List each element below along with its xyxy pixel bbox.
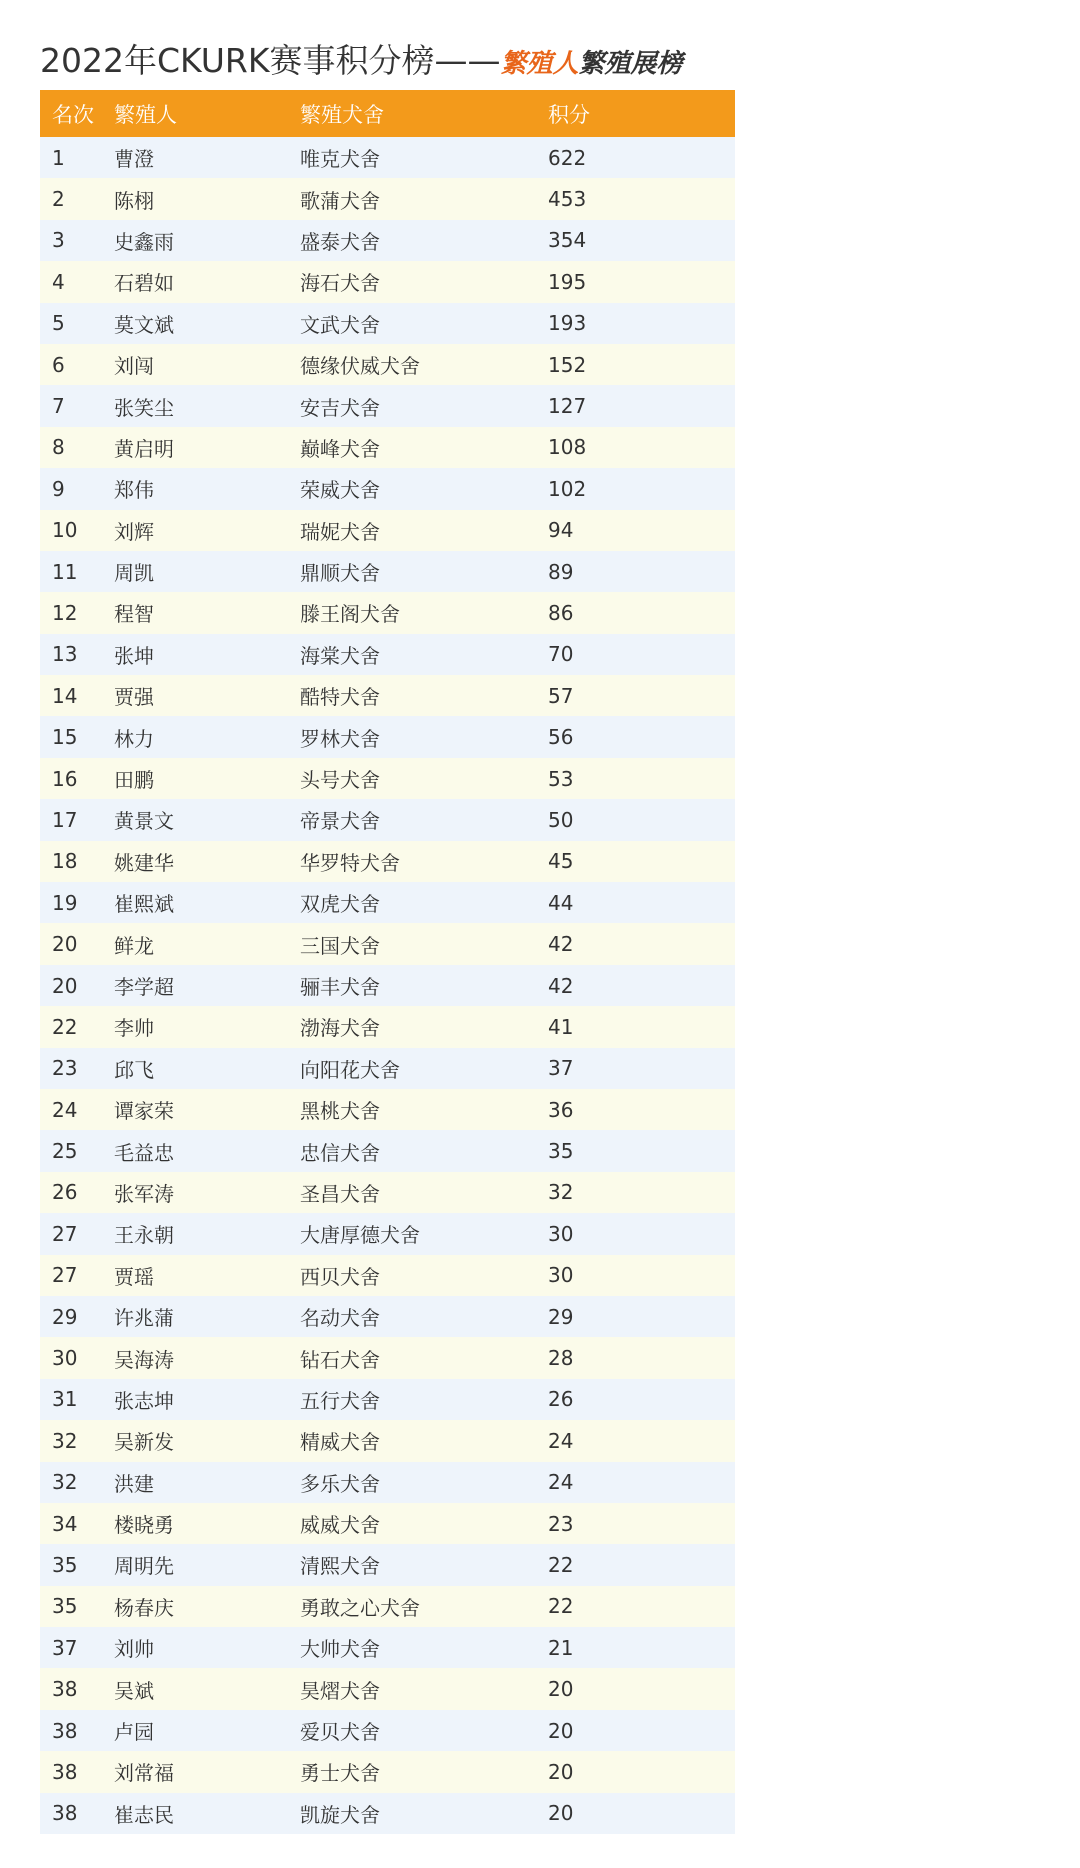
cell-breeder: 谭家荣 — [114, 1099, 174, 1124]
cell-breeder: 史鑫雨 — [114, 229, 174, 254]
cell-breeder: 程智 — [114, 602, 154, 627]
cell-breeder: 鲜龙 — [114, 933, 154, 958]
cell-rank: 38 — [52, 1759, 78, 1784]
cell-rank: 20 — [52, 932, 78, 957]
cell-breeder: 楼晓勇 — [114, 1513, 174, 1538]
cell-kennel: 骊丰犬舍 — [300, 975, 380, 999]
cell-kennel: 精威犬舍 — [300, 1430, 380, 1455]
cell-rank: 27 — [52, 1221, 78, 1246]
cell-breeder: 崔熙斌 — [114, 892, 174, 917]
cell-score: 20 — [548, 1718, 574, 1743]
cell-kennel: 凯旋犬舍 — [300, 1802, 380, 1827]
cell-breeder: 刘帅 — [114, 1637, 154, 1662]
cell-score: 56 — [548, 725, 574, 750]
table-row — [40, 1668, 735, 1709]
cell-breeder: 周明先 — [114, 1554, 174, 1579]
title-dash: —— — [434, 41, 501, 80]
cell-breeder: 张笑尘 — [114, 395, 174, 420]
cell-breeder: 黄启明 — [114, 436, 174, 461]
cell-kennel: 盛泰犬舍 — [300, 229, 380, 254]
table-row — [40, 841, 735, 882]
cell-rank: 14 — [52, 683, 78, 708]
cell-score: 26 — [548, 1387, 574, 1412]
cell-rank: 27 — [52, 1263, 78, 1288]
cell-rank: 10 — [52, 518, 78, 543]
cell-kennel: 帝景犬舍 — [300, 809, 380, 834]
cell-breeder: 黄景文 — [114, 809, 174, 834]
cell-breeder: 田鹏 — [114, 768, 154, 793]
cell-score: 37 — [548, 1056, 574, 1081]
cell-score: 24 — [548, 1470, 574, 1495]
cell-kennel: 多乐犬舍 — [300, 1471, 380, 1496]
cell-rank: 9 — [52, 476, 65, 501]
cell-rank: 35 — [52, 1552, 78, 1577]
table-row — [40, 1255, 735, 1296]
table-row — [40, 1627, 735, 1668]
cell-score: 32 — [548, 1180, 574, 1205]
cell-rank: 35 — [52, 1594, 78, 1619]
table-row — [40, 220, 735, 261]
table-row — [40, 799, 735, 840]
cell-breeder: 陈栩 — [114, 188, 154, 213]
cell-kennel: 鼎顺犬舍 — [300, 561, 380, 586]
cell-rank: 3 — [52, 228, 65, 253]
cell-score: 35 — [548, 1139, 574, 1164]
ranking-table — [40, 90, 735, 1834]
cell-kennel: 名动犬舍 — [300, 1306, 380, 1331]
cell-rank: 29 — [52, 1304, 78, 1329]
cell-score: 622 — [548, 145, 587, 170]
table-row — [40, 1379, 735, 1420]
table-row — [40, 468, 735, 509]
cell-kennel: 酷特犬舍 — [300, 685, 380, 710]
cell-breeder: 洪建 — [114, 1471, 154, 1496]
cell-rank: 8 — [52, 435, 65, 460]
cell-score: 89 — [548, 559, 574, 584]
header-rank: 名次 — [52, 102, 94, 127]
cell-rank: 37 — [52, 1635, 78, 1660]
cell-breeder: 贾瑶 — [114, 1264, 154, 1289]
table-row — [40, 427, 735, 468]
table-row — [40, 303, 735, 344]
cell-kennel: 歌蒲犬舍 — [300, 188, 380, 213]
cell-rank: 1 — [52, 145, 65, 170]
cell-kennel: 西贝犬舍 — [300, 1264, 380, 1289]
table-row — [40, 1710, 735, 1751]
cell-breeder: 刘辉 — [114, 519, 154, 544]
table-row — [40, 1793, 735, 1834]
table-row — [40, 385, 735, 426]
cell-breeder: 张军涛 — [114, 1181, 174, 1206]
cell-score: 50 — [548, 807, 574, 832]
table-row — [40, 1586, 735, 1627]
cell-score: 193 — [548, 311, 587, 336]
cell-kennel: 德缘伏威犬舍 — [300, 354, 420, 379]
page-title — [40, 36, 735, 86]
table-row — [40, 344, 735, 385]
cell-breeder: 石碧如 — [114, 271, 174, 296]
cell-rank: 34 — [52, 1511, 78, 1536]
cell-score: 30 — [548, 1221, 574, 1246]
cell-rank: 16 — [52, 766, 78, 791]
header-breeder: 繁殖人 — [114, 102, 177, 127]
cell-rank: 2 — [52, 187, 65, 212]
cell-breeder: 周凯 — [114, 561, 154, 586]
table-row — [40, 1751, 735, 1792]
header-score: 积分 — [548, 102, 590, 127]
cell-score: 453 — [548, 187, 587, 212]
table-row — [40, 510, 735, 551]
cell-score: 70 — [548, 642, 574, 667]
cell-kennel: 罗林犬舍 — [300, 726, 380, 751]
cell-kennel: 勇敢之心犬舍 — [300, 1595, 420, 1620]
cell-breeder: 吴新发 — [114, 1430, 174, 1455]
ranking-page — [40, 36, 735, 1834]
cell-breeder: 吴斌 — [114, 1678, 154, 1703]
cell-kennel: 瑞妮犬舍 — [300, 519, 380, 544]
cell-breeder: 张志坤 — [114, 1388, 174, 1413]
cell-score: 20 — [548, 1801, 574, 1826]
cell-rank: 38 — [52, 1677, 78, 1702]
title-accent-secondary: 繁殖展榜 — [578, 49, 683, 79]
table-row — [40, 716, 735, 757]
cell-breeder: 毛益忠 — [114, 1140, 174, 1165]
cell-kennel: 唯克犬舍 — [300, 147, 380, 172]
cell-breeder: 林力 — [114, 726, 154, 751]
table-body — [40, 137, 735, 1834]
cell-breeder: 张坤 — [114, 643, 154, 668]
cell-score: 195 — [548, 269, 587, 294]
title-accent: 繁殖人 — [500, 49, 579, 79]
table-header-row — [40, 90, 735, 137]
cell-score: 127 — [548, 394, 587, 419]
cell-score: 152 — [548, 352, 587, 377]
cell-kennel: 文武犬舍 — [300, 312, 380, 337]
cell-breeder: 李帅 — [114, 1016, 154, 1041]
header-kennel: 繁殖犬舍 — [300, 102, 384, 127]
cell-rank: 4 — [52, 269, 65, 294]
table-row — [40, 551, 735, 592]
cell-kennel: 渤海犬舍 — [300, 1016, 380, 1041]
cell-score: 24 — [548, 1428, 574, 1453]
cell-score: 45 — [548, 849, 574, 874]
cell-kennel: 威威犬舍 — [300, 1513, 380, 1538]
cell-score: 57 — [548, 683, 574, 708]
cell-score: 42 — [548, 932, 574, 957]
cell-rank: 38 — [52, 1718, 78, 1743]
cell-rank: 18 — [52, 849, 78, 874]
cell-kennel: 忠信犬舍 — [300, 1140, 380, 1165]
cell-rank: 23 — [52, 1056, 78, 1081]
table-row — [40, 965, 735, 1006]
cell-breeder: 王永朝 — [114, 1223, 174, 1248]
cell-score: 20 — [548, 1759, 574, 1784]
cell-kennel: 双虎犬舍 — [300, 892, 380, 917]
table-row — [40, 882, 735, 923]
cell-rank: 20 — [52, 973, 78, 998]
table-row — [40, 137, 735, 178]
cell-breeder: 邱飞 — [114, 1057, 154, 1082]
cell-kennel: 三国犬舍 — [300, 933, 380, 958]
table-row — [40, 923, 735, 964]
cell-rank: 15 — [52, 725, 78, 750]
cell-score: 30 — [548, 1263, 574, 1288]
cell-rank: 5 — [52, 311, 65, 336]
table-row — [40, 634, 735, 675]
cell-score: 94 — [548, 518, 574, 543]
cell-breeder: 莫文斌 — [114, 312, 174, 337]
table-row — [40, 1462, 735, 1503]
cell-rank: 26 — [52, 1180, 78, 1205]
table-row — [40, 261, 735, 302]
cell-rank: 19 — [52, 890, 78, 915]
cell-rank: 25 — [52, 1139, 78, 1164]
cell-score: 102 — [548, 476, 587, 501]
cell-kennel: 爱贝犬舍 — [300, 1720, 380, 1745]
cell-kennel: 安吉犬舍 — [300, 395, 380, 420]
cell-score: 41 — [548, 1014, 574, 1039]
cell-rank: 30 — [52, 1346, 78, 1371]
cell-rank: 6 — [52, 352, 65, 377]
table-row — [40, 1337, 735, 1378]
cell-score: 23 — [548, 1511, 574, 1536]
cell-score: 42 — [548, 973, 574, 998]
table-row — [40, 1420, 735, 1461]
cell-score: 354 — [548, 228, 587, 253]
cell-rank: 12 — [52, 600, 78, 625]
cell-kennel: 大帅犬舍 — [300, 1637, 380, 1662]
cell-breeder: 曹澄 — [114, 147, 154, 172]
table-row — [40, 592, 735, 633]
cell-kennel: 大唐厚德犬舍 — [300, 1223, 420, 1248]
cell-rank: 11 — [52, 559, 78, 584]
cell-breeder: 吴海涛 — [114, 1347, 174, 1372]
table-row — [40, 675, 735, 716]
title-main: 2022年CKURK赛事积分榜 — [40, 41, 435, 80]
table-row — [40, 1172, 735, 1213]
cell-kennel: 黑桃犬舍 — [300, 1099, 380, 1124]
table-row — [40, 1006, 735, 1047]
cell-score: 22 — [548, 1594, 574, 1619]
table-row — [40, 1544, 735, 1585]
cell-kennel: 五行犬舍 — [300, 1388, 380, 1413]
cell-rank: 38 — [52, 1801, 78, 1826]
table-row — [40, 1213, 735, 1254]
cell-rank: 32 — [52, 1470, 78, 1495]
table-row — [40, 1296, 735, 1337]
table-header — [40, 90, 735, 137]
cell-score: 53 — [548, 766, 574, 791]
cell-score: 20 — [548, 1677, 574, 1702]
cell-breeder: 崔志民 — [114, 1802, 174, 1827]
cell-kennel: 头号犬舍 — [300, 768, 380, 793]
cell-breeder: 许兆蒲 — [114, 1306, 174, 1331]
cell-breeder: 杨春庆 — [114, 1595, 174, 1620]
cell-breeder: 刘常福 — [114, 1761, 174, 1786]
table-row — [40, 758, 735, 799]
cell-rank: 31 — [52, 1387, 78, 1412]
cell-kennel: 昊熠犬舍 — [300, 1678, 380, 1703]
cell-breeder: 李学超 — [114, 975, 174, 999]
cell-kennel: 海石犬舍 — [300, 271, 380, 296]
table-row — [40, 1048, 735, 1089]
cell-score: 28 — [548, 1346, 574, 1371]
cell-rank: 24 — [52, 1097, 78, 1122]
cell-rank: 17 — [52, 807, 78, 832]
cell-rank: 7 — [52, 394, 65, 419]
cell-breeder: 郑伟 — [114, 478, 154, 503]
cell-score: 108 — [548, 435, 587, 460]
cell-score: 44 — [548, 890, 574, 915]
cell-kennel: 华罗特犬舍 — [300, 850, 400, 875]
cell-rank: 32 — [52, 1428, 78, 1453]
cell-score: 86 — [548, 600, 574, 625]
cell-kennel: 圣昌犬舍 — [300, 1181, 380, 1206]
table-row — [40, 178, 735, 219]
cell-score: 22 — [548, 1552, 574, 1577]
cell-kennel: 清熙犬舍 — [300, 1554, 380, 1579]
cell-score: 21 — [548, 1635, 574, 1660]
cell-kennel: 海棠犬舍 — [300, 643, 380, 668]
cell-rank: 13 — [52, 642, 78, 667]
cell-breeder: 卢园 — [114, 1720, 154, 1745]
cell-breeder: 姚建华 — [114, 850, 174, 875]
table-row — [40, 1503, 735, 1544]
cell-kennel: 钻石犬舍 — [300, 1347, 380, 1372]
cell-breeder: 刘闯 — [114, 354, 154, 379]
cell-breeder: 贾强 — [114, 685, 154, 710]
cell-score: 29 — [548, 1304, 574, 1329]
cell-kennel: 勇士犬舍 — [300, 1761, 380, 1786]
cell-score: 36 — [548, 1097, 574, 1122]
cell-rank: 22 — [52, 1014, 78, 1039]
table-row — [40, 1089, 735, 1130]
cell-kennel: 巅峰犬舍 — [300, 436, 380, 461]
cell-kennel: 荣威犬舍 — [300, 478, 380, 503]
table-row — [40, 1130, 735, 1171]
cell-kennel: 滕王阁犬舍 — [300, 602, 400, 627]
cell-kennel: 向阳花犬舍 — [300, 1057, 400, 1082]
